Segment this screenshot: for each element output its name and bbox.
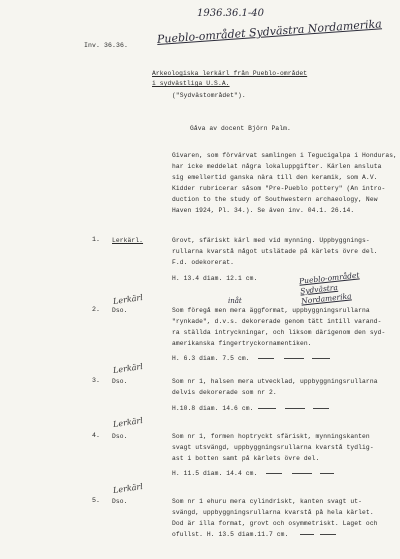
item-label: Lerkärl. bbox=[112, 237, 144, 244]
item-line: ofullst. H. 13.5 diam.11.7 cm. bbox=[172, 531, 289, 538]
title-line-1: Arkeologiska lerkärl från Pueblo-området bbox=[152, 70, 308, 77]
ruled-dash bbox=[284, 358, 304, 359]
item-label: Dso. bbox=[112, 498, 128, 505]
ruled-dash bbox=[320, 473, 334, 474]
item-line: "rynkade", d.v.s. dekorerade genom tätt intill varand- bbox=[172, 318, 382, 325]
item-number: 2. bbox=[92, 306, 100, 313]
item-line: Som föregå men mera äggformat, uppbyggningsrullarna bbox=[172, 307, 370, 314]
inventory-label: Inv. 36.36. bbox=[84, 42, 129, 49]
handwritten-label: Lerkärl bbox=[112, 361, 144, 376]
item-line: H.10.8 diam. 14.6 cm. bbox=[172, 405, 254, 412]
ruled-dash bbox=[285, 408, 305, 409]
item-line: svängd, uppbyggningsrullarna kvarstå på hela kärlet. bbox=[172, 509, 374, 516]
item-label: Dso. bbox=[112, 307, 128, 314]
ruled-dash bbox=[258, 358, 274, 359]
item-label: Dso. bbox=[112, 433, 128, 440]
intro-line: sig emellertid ganska nära till den keramik, som A.V. bbox=[172, 174, 378, 181]
item-line: H. 13.4 diam. 12.1 cm. bbox=[172, 275, 258, 282]
handwritten-catalog-number: 1936.36.1-40 bbox=[197, 8, 264, 19]
ruled-dash bbox=[312, 358, 330, 359]
title-line-3: ("Sydvästområdet"). bbox=[172, 92, 246, 99]
handwritten-insert: inåt bbox=[228, 297, 242, 305]
intro-line: Givaren, som förvärvat samlingen i Tegucigalpa i Honduras, bbox=[172, 152, 397, 159]
item-label: Dso. bbox=[112, 378, 128, 385]
ruled-dash bbox=[320, 534, 336, 535]
intro-line: duction to the study of Southwestern archaeology, New bbox=[172, 196, 378, 203]
item-line: Som nr 1, formen hoptryckt sfäriskt, mynningskanten bbox=[172, 433, 370, 440]
item-line: Som nr 1 ehuru mera cylindriskt, kanten svagt ut- bbox=[172, 498, 363, 505]
item-line: Dod är illa format, grovt och osymmetriskt. Laget och bbox=[172, 520, 378, 527]
ruled-dash bbox=[300, 534, 314, 535]
item-line: H. 6.3 diam. 7.5 cm. bbox=[172, 355, 250, 362]
margin-note: Pueblo-området Sydvästra Nordamerika bbox=[298, 270, 360, 306]
item-line: ast i botten samt på kärlets övre del. bbox=[172, 455, 320, 462]
handwritten-label: Lerkärl bbox=[112, 292, 144, 307]
item-line: H. 11.5 diam. 14.4 cm. bbox=[172, 470, 258, 477]
ruled-dash bbox=[292, 473, 312, 474]
item-line: amerikanska fingertryckornamentiken. bbox=[172, 340, 312, 347]
title-line-2: i sydvästliga U.S.A. bbox=[152, 80, 230, 87]
handwritten-label: Lerkärl bbox=[112, 481, 144, 496]
handwritten-title: Pueblo-området Sydvästra Nordamerika bbox=[156, 17, 383, 46]
item-number: 3. bbox=[92, 377, 100, 384]
ruled-dash bbox=[313, 408, 329, 409]
item-line: rullarna kvarstå något utslätade på kärlets övre del. bbox=[172, 248, 378, 255]
item-number: 4. bbox=[92, 432, 100, 439]
handwritten-label: Lerkärl bbox=[112, 415, 144, 430]
item-number: 5. bbox=[92, 497, 100, 504]
item-line: delvis dekorerade som nr 2. bbox=[172, 389, 277, 396]
item-line: Som nr 1, halsen mera utvecklad, uppbyggningsrullarna bbox=[172, 378, 378, 385]
ruled-dash bbox=[258, 408, 276, 409]
item-number: 1. bbox=[92, 236, 100, 243]
intro-line: Haven 1924, Pl. 34.). Se även inv. 04.1. 26.14. bbox=[172, 207, 355, 214]
item-line: F.d. odekorerat. bbox=[172, 259, 235, 266]
intro-line: Kidder rubricerar såsom "Pre-Pueblo pottery" (An intro- bbox=[172, 185, 386, 192]
ruled-dash bbox=[266, 473, 282, 474]
intro-line: har icke meddelat några lokaluppgifter. Kärlen ansluta bbox=[172, 163, 382, 170]
item-line: ra ställda intryckningar, och liksom därigenom den syd- bbox=[172, 329, 386, 336]
donor-line: Gåva av docent Björn Palm. bbox=[190, 125, 291, 132]
item-line: Grovt, sfäriskt kärl med vid mynning. Uppbyggnings- bbox=[172, 237, 370, 244]
item-line: svagt utsvängd, uppbyggningsrullarna kvarstå tydlig- bbox=[172, 444, 374, 451]
